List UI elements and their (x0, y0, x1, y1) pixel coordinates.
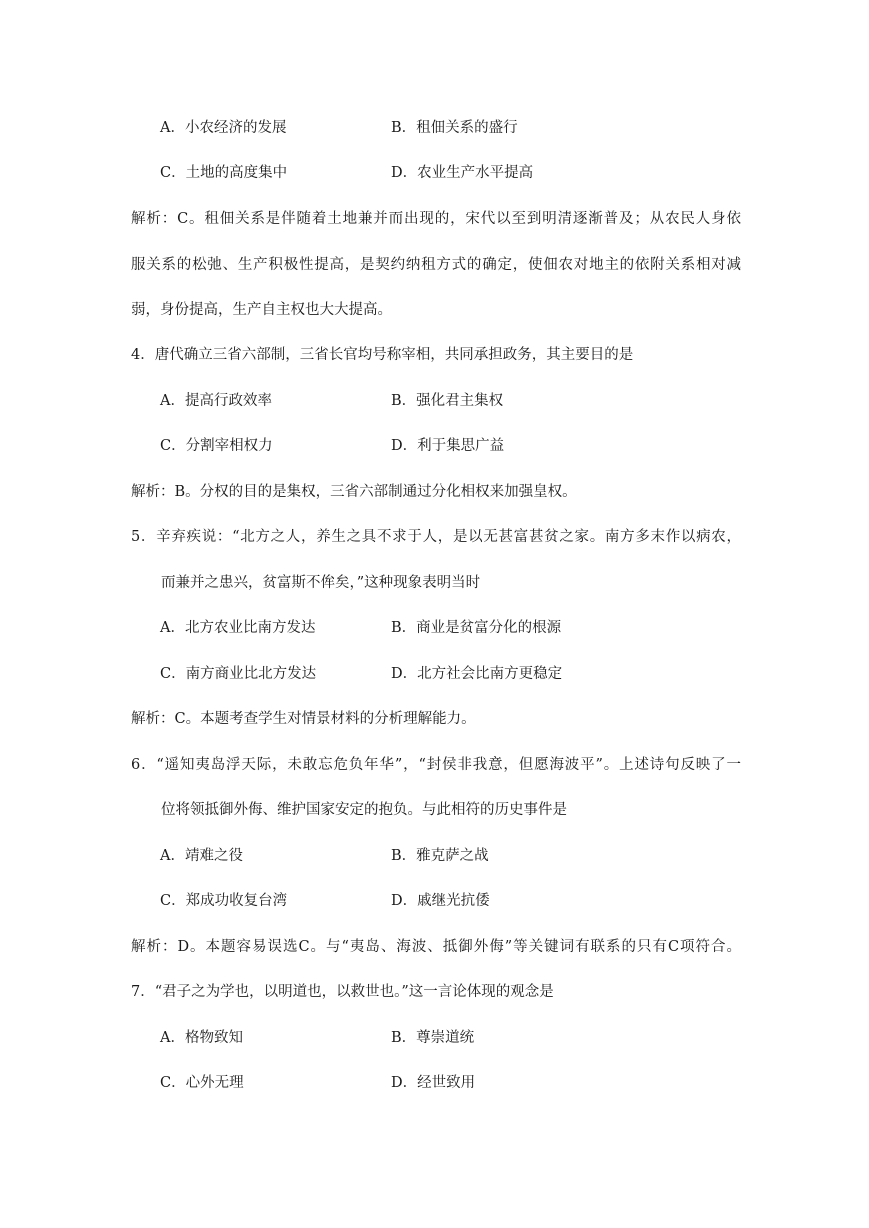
q4-analysis: 解析：B。分权的目的是集权，三省六部制通过分化相权来加强皇权。 (131, 484, 577, 500)
q4-option-row-1 (160, 391, 800, 411)
q6-option-b: B．雅克萨之战 (391, 848, 489, 864)
q7-option-c: C．心外无理 (160, 1075, 244, 1091)
q5-option-row-1 (160, 618, 800, 638)
q3-option-b: B．租佃关系的盛行 (391, 120, 518, 136)
q3-analysis-line-1: 解析：C。租佃关系是伴随着土地兼并而出现的，宋代以至到明清逐渐普及；从农民人身依 (131, 211, 741, 227)
q6-option-row-2 (160, 891, 800, 911)
q3-option-row-1 (160, 118, 800, 138)
q6-option-c: C．郑成功收复台湾 (160, 893, 288, 909)
q7-option-row-2 (160, 1073, 800, 1093)
q5-option-row-2 (160, 664, 800, 684)
q5-option-b: B．商业是贫富分化的根源 (391, 620, 562, 636)
q6-option-a: A．靖难之役 (160, 848, 243, 864)
q5-analysis: 解析：C。本题考查学生对情景材料的分析理解能力。 (131, 711, 476, 727)
q4-option-row-2 (160, 436, 800, 456)
q5-stem-line-2: 而兼并之患兴，贫富斯不侔矣，”这种现象表明当时 (161, 575, 481, 591)
q4-stem: 4．唐代确立三省六部制，三省长官均号称宰相，共同承担政务，其主要目的是 (131, 347, 634, 363)
q6-stem-line-2: 位将领抵御外侮、维护国家安定的抱负。与此相符的历史事件是 (161, 802, 567, 818)
q6-option-d: D．戚继光抗倭 (391, 893, 490, 909)
q3-option-row-2 (160, 163, 800, 183)
q5-option-d: D．北方社会比南方更稳定 (391, 666, 563, 682)
q3-option-d: D．农业生产水平提高 (391, 165, 534, 181)
q5-option-a: A．北方农业比南方发达 (160, 620, 316, 636)
q7-option-row-1 (160, 1028, 800, 1048)
q7-stem: 7．“君子之为学也，以明道也，以救世也。”这一言论体现的观念是 (131, 984, 554, 1000)
q3-analysis-line-2: 服关系的松弛、生产积极性提高，是契约纳租方式的确定，使佃农对地主的依附关系相对减 (131, 257, 741, 273)
q3-option-a: A．小农经济的发展 (160, 120, 287, 136)
q7-option-a: A．格物致知 (160, 1030, 243, 1046)
q4-option-c: C．分割宰相权力 (160, 438, 273, 454)
q3-option-c: C．土地的高度集中 (160, 165, 288, 181)
q7-option-b: B．尊崇道统 (391, 1030, 475, 1046)
q4-option-b: B．强化君主集权 (391, 393, 504, 409)
q6-analysis: 解析：D。本题容易误选C。与“夷岛、海波、抵御外侮”等关键词有联系的只有C项符合。 (131, 939, 741, 955)
q5-option-c: C．南方商业比北方发达 (160, 666, 317, 682)
q3-analysis-line-3: 弱，身份提高，生产自主权也大大提高。 (131, 302, 392, 318)
q5-stem-line-1: 5．辛弃疾说：“北方之人，养生之具不求于人，是以无甚富甚贫之家。南方多末作以病农， (131, 529, 741, 545)
q6-stem-line-1: 6．“遥知夷岛浮天际，未敢忘危负年华”，“封侯非我意，但愿海波平”。上述诗句反映了一 (131, 757, 741, 773)
q6-option-row-1 (160, 846, 800, 866)
q4-option-a: A．提高行政效率 (160, 393, 272, 409)
q7-option-d: D．经世致用 (391, 1075, 476, 1091)
q4-option-d: D．利于集思广益 (391, 438, 505, 454)
